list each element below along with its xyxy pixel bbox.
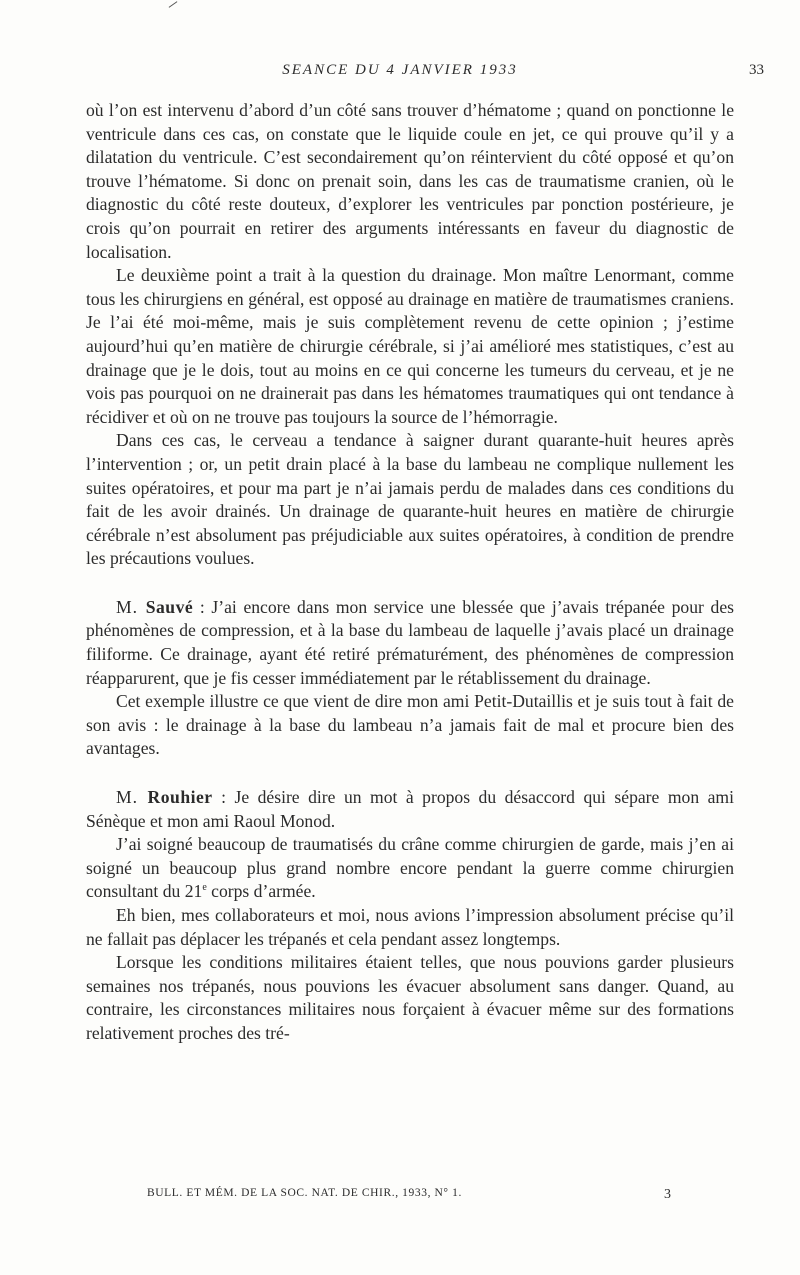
footer-sheet-number: 3	[664, 1187, 672, 1202]
speaker-prefix: M.	[116, 596, 146, 617]
running-head	[0, 62, 800, 86]
paragraph-rouhier	[86, 786, 734, 833]
paragraph-sauve	[86, 596, 734, 690]
paragraph-5: Cet exemple illustre ce que vient de dire mon ami Petit-Dutaillis et je suis tout à fait de son avis : le drainage à la base du lambeau n’a jamais fait de mal et procure bien des avantages.	[86, 691, 734, 759]
paragraph-9: Lorsque les conditions militaires étaient telles, que nous pouvions garder plusieurs semaines nos trépanés, nous pouvions les évacuer absolument sans danger. Quand, au contraire, les circonstances militaires nous forçaient à évacuer même sur des formations relativement proches des tré-	[86, 952, 734, 1043]
speaker-name-sauve: Sauvé	[145, 596, 194, 617]
body-text	[86, 99, 734, 1046]
page-number: 33	[749, 62, 764, 78]
paragraph-7	[86, 833, 734, 904]
ordinal-superscript: e	[202, 882, 207, 894]
speech-rouhier: : Je désire dire un mot à propos du désaccord qui sépare mon ami Sénèque et mon ami Raoul Monod.	[86, 787, 734, 831]
paragraph-1: où l’on est intervenu d’abord d’un côté sans trouver d’hématome ; quand on ponctionne le ventricule dans ces cas, on constate que le liquide coule en jet, ce qui prouve qu’il y a dilatation du ventricule. C’est secondairement qu’on réintervient du côté opposé et qu’on trouve l’hématome. Si donc on prenait soin, dans les cas de traumatisme cranien, où le diagnostic du côté reste douteux, d’explorer les ventricules par ponction postérieure, je crois qu’on pourrait en retirer des arguments intéressants en faveur du diagnostic de localisation.	[86, 100, 734, 262]
paragraph-3: Dans ces cas, le cerveau a tendance à saigner durant quarante-huit heures après l’intervention ; or, un petit drain placé à la base du lambeau ne complique nullement les suites opératoires, et pour ma part je n’ai jamais perdu de malades dans ces conditions du fait de les avoir drainés. Un drainage de quarante-huit heures en matière de chirurgie cérébrale n’est absolument pas préjudiciable aux suites opératoires, à condition de prendre les précautions voulues.	[86, 430, 734, 569]
paragraph-7-end: corps d’armée.	[206, 881, 316, 902]
paragraph-7-text: J’ai soigné beaucoup de traumatisés du crâne comme chirurgien de garde, mais j’en ai soigné un beaucoup plus grand nombre encore pendant la guerre comme chirurgien consultant du 21	[86, 834, 734, 902]
running-title: SEANCE DU 4 JANVIER 1933	[282, 62, 518, 78]
speaker-prefix: M.	[116, 787, 148, 808]
footer-citation: BULL. ET MÉM. DE LA SOC. NAT. DE CHIR., 1933, N° 1.	[147, 1187, 462, 1199]
footer	[0, 1187, 800, 1207]
paragraph-2: Le deuxième point a trait à la question du drainage. Mon maître Lenormant, comme tous les chirurgiens en général, est opposé au drainage en matière de traumatismes craniens. Je l’ai été moi-même, mais je suis complètement revenu de cette opinion ; j’estime aujourd’hui qu’en matière de chirurgie cérébrale, si j’ai amélioré mes statistiques, c’est au drainage que je le dois, tout au moins en ce qui concerne les tumeurs du cerveau, et je ne vois pas pourquoi on ne drainerait pas dans les hématomes traumatiques qui ont tendance à récidiver et où on ne trouve pas toujours la source de l’hémorragie.	[86, 265, 734, 427]
stray-mark	[169, 1, 178, 8]
speaker-name-rouhier: Rouhier	[147, 787, 213, 808]
speech-sauve: : J’ai encore dans mon service une blessée que j’avais trépanée pour des phénomènes de compression, et à la base du lambeau de laquelle j’avais placé un drainage filiforme. Ce drainage, ayant été retiré prématurément, des phénomènes de compression réapparurent, que je fis cesser immédiatement par le rétablissement du drainage.	[86, 596, 734, 688]
paragraph-8: Eh bien, mes collaborateurs et moi, nous avions l’impression absolument précise qu’il ne fallait pas déplacer les trépanés et cela pendant assez longtemps.	[86, 905, 734, 949]
